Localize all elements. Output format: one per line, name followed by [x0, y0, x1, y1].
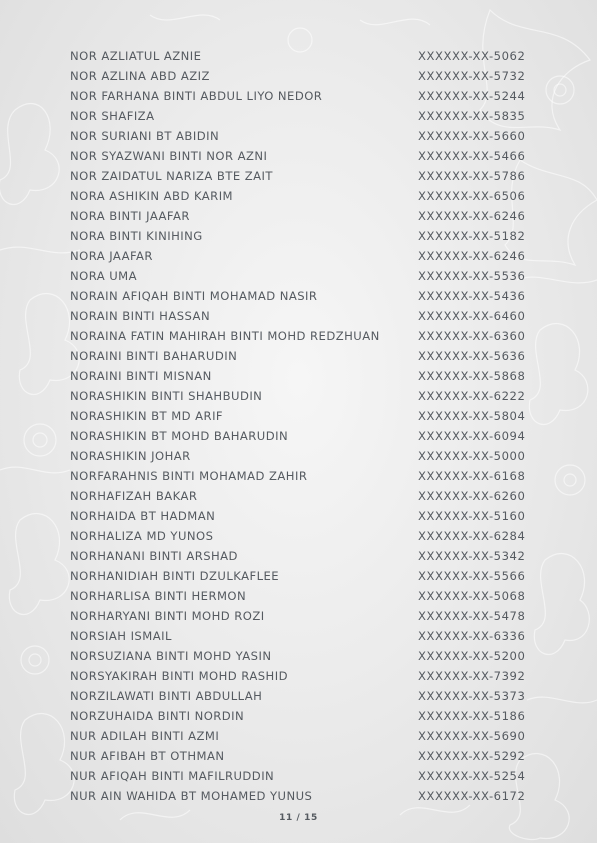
person-name: NORASHIKIN BT MD ARIF	[70, 409, 224, 423]
masked-id-number: XXXXXX-XX-6246	[418, 249, 526, 263]
masked-id-number: XXXXXX-XX-5436	[418, 289, 526, 303]
masked-id-number: XXXXXX-XX-6360	[418, 329, 526, 343]
person-name: NUR AIN WAHIDA BT MOHAMED YUNUS	[70, 789, 313, 803]
masked-id-number: XXXXXX-XX-5186	[418, 709, 526, 723]
person-name: NORA BINTI KINIHING	[70, 229, 203, 243]
person-name: NOR SHAFIZA	[70, 109, 155, 123]
list-item	[70, 246, 540, 266]
masked-id-number: XXXXXX-XX-6246	[418, 209, 526, 223]
person-name: NORHANIDIAH BINTI DZULKAFLEE	[70, 569, 280, 583]
list-item	[70, 46, 540, 66]
person-name: NORSIAH ISMAIL	[70, 629, 172, 643]
masked-id-number: XXXXXX-XX-5373	[418, 689, 526, 703]
masked-id-number: XXXXXX-XX-5536	[418, 269, 526, 283]
page-indicator: 11 / 15	[279, 813, 318, 823]
list-item	[70, 386, 540, 406]
list-item	[70, 746, 540, 766]
list-item	[70, 426, 540, 446]
masked-id-number: XXXXXX-XX-7392	[418, 669, 526, 683]
list-item	[70, 226, 540, 246]
person-name: NORHALIZA MD YUNOS	[70, 529, 214, 543]
masked-id-number: XXXXXX-XX-5868	[418, 369, 526, 383]
list-item	[70, 606, 540, 626]
masked-id-number: XXXXXX-XX-5200	[418, 649, 526, 663]
masked-id-number: XXXXXX-XX-5804	[418, 409, 526, 423]
person-name: NOR SURIANI BT ABIDIN	[70, 129, 220, 143]
person-name: NORA ASHIKIN ABD KARIM	[70, 189, 234, 203]
masked-id-number: XXXXXX-XX-5636	[418, 349, 526, 363]
masked-id-number: XXXXXX-XX-5478	[418, 609, 526, 623]
list-item	[70, 406, 540, 426]
masked-id-number: XXXXXX-XX-5062	[418, 49, 526, 63]
masked-id-number: XXXXXX-XX-5466	[418, 149, 526, 163]
list-item	[70, 346, 540, 366]
masked-id-number: XXXXXX-XX-6336	[418, 629, 526, 643]
list-item	[70, 766, 540, 786]
list-item	[70, 146, 540, 166]
person-name: NOR ZAIDATUL NARIZA BTE ZAIT	[70, 169, 273, 183]
masked-id-number: XXXXXX-XX-5786	[418, 169, 526, 183]
list-item	[70, 186, 540, 206]
person-name: NOR SYAZWANI BINTI NOR AZNI	[70, 149, 268, 163]
name-list	[70, 46, 540, 806]
person-name: NORHARLISA BINTI HERMON	[70, 589, 247, 603]
masked-id-number: XXXXXX-XX-5182	[418, 229, 526, 243]
masked-id-number: XXXXXX-XX-5244	[418, 89, 526, 103]
masked-id-number: XXXXXX-XX-6094	[418, 429, 526, 443]
person-name: NORZUHAIDA BINTI NORDIN	[70, 709, 245, 723]
person-name: NORAINI BINTI MISNAN	[70, 369, 212, 383]
list-item	[70, 66, 540, 86]
list-item	[70, 86, 540, 106]
person-name: NUR AFIQAH BINTI MAFILRUDDIN	[70, 769, 275, 783]
person-name: NORZILAWATI BINTI ABDULLAH	[70, 689, 263, 703]
person-name: NORAINI BINTI BAHARUDIN	[70, 349, 238, 363]
masked-id-number: XXXXXX-XX-6284	[418, 529, 526, 543]
list-item	[70, 106, 540, 126]
person-name: NORAIN BINTI HASSAN	[70, 309, 211, 323]
list-item	[70, 486, 540, 506]
list-item	[70, 366, 540, 386]
list-item	[70, 466, 540, 486]
masked-id-number: XXXXXX-XX-5292	[418, 749, 526, 763]
masked-id-number: XXXXXX-XX-5690	[418, 729, 526, 743]
person-name: NUR ADILAH BINTI AZMI	[70, 729, 220, 743]
list-item	[70, 286, 540, 306]
person-name: NORAINA FATIN MAHIRAH BINTI MOHD REDZHUAN	[70, 329, 380, 343]
person-name: NORHANANI BINTI ARSHAD	[70, 549, 238, 563]
masked-id-number: XXXXXX-XX-6172	[418, 789, 526, 803]
masked-id-number: XXXXXX-XX-6222	[418, 389, 526, 403]
list-item	[70, 126, 540, 146]
masked-id-number: XXXXXX-XX-5566	[418, 569, 526, 583]
list-item	[70, 326, 540, 346]
masked-id-number: XXXXXX-XX-5254	[418, 769, 526, 783]
list-item	[70, 546, 540, 566]
masked-id-number: XXXXXX-XX-5342	[418, 549, 526, 563]
list-item	[70, 266, 540, 286]
list-item	[70, 666, 540, 686]
masked-id-number: XXXXXX-XX-6506	[418, 189, 526, 203]
person-name: NORFARAHNIS BINTI MOHAMAD ZAHIR	[70, 469, 308, 483]
person-name: NOR FARHANA BINTI ABDUL LIYO NEDOR	[70, 89, 323, 103]
person-name: NORA BINTI JAAFAR	[70, 209, 190, 223]
list-item	[70, 446, 540, 466]
masked-id-number: XXXXXX-XX-5732	[418, 69, 526, 83]
list-item	[70, 506, 540, 526]
list-item	[70, 786, 540, 806]
person-name: NORASHIKIN BT MOHD BAHARUDIN	[70, 429, 289, 443]
person-name: NORASHIKIN JOHAR	[70, 449, 191, 463]
masked-id-number: XXXXXX-XX-6460	[418, 309, 526, 323]
list-item	[70, 706, 540, 726]
person-name: NORASHIKIN BINTI SHAHBUDIN	[70, 389, 263, 403]
masked-id-number: XXXXXX-XX-5068	[418, 589, 526, 603]
person-name: NUR AFIBAH BT OTHMAN	[70, 749, 225, 763]
masked-id-number: XXXXXX-XX-5660	[418, 129, 526, 143]
person-name: NORSYAKIRAH BINTI MOHD RASHID	[70, 669, 288, 683]
list-item	[70, 726, 540, 746]
list-item	[70, 306, 540, 326]
masked-id-number: XXXXXX-XX-5835	[418, 109, 526, 123]
person-name: NORHAFIZAH BAKAR	[70, 489, 198, 503]
person-name: NORSUZIANA BINTI MOHD YASIN	[70, 649, 272, 663]
person-name: NORHARYANI BINTI MOHD ROZI	[70, 609, 265, 623]
masked-id-number: XXXXXX-XX-5000	[418, 449, 526, 463]
person-name: NORA UMA	[70, 269, 138, 283]
list-item	[70, 166, 540, 186]
masked-id-number: XXXXXX-XX-5160	[418, 509, 526, 523]
person-name: NORAIN AFIQAH BINTI MOHAMAD NASIR	[70, 289, 318, 303]
person-name: NOR AZLINA ABD AZIZ	[70, 69, 210, 83]
person-name: NORHAIDA BT HADMAN	[70, 509, 216, 523]
list-item	[70, 626, 540, 646]
list-item	[70, 686, 540, 706]
list-item	[70, 586, 540, 606]
person-name: NORA JAAFAR	[70, 249, 153, 263]
masked-id-number: XXXXXX-XX-6168	[418, 469, 526, 483]
list-item	[70, 646, 540, 666]
masked-id-number: XXXXXX-XX-6260	[418, 489, 526, 503]
list-item	[70, 566, 540, 586]
person-name: NOR AZLIATUL AZNIE	[70, 49, 202, 63]
list-item	[70, 526, 540, 546]
list-item	[70, 206, 540, 226]
